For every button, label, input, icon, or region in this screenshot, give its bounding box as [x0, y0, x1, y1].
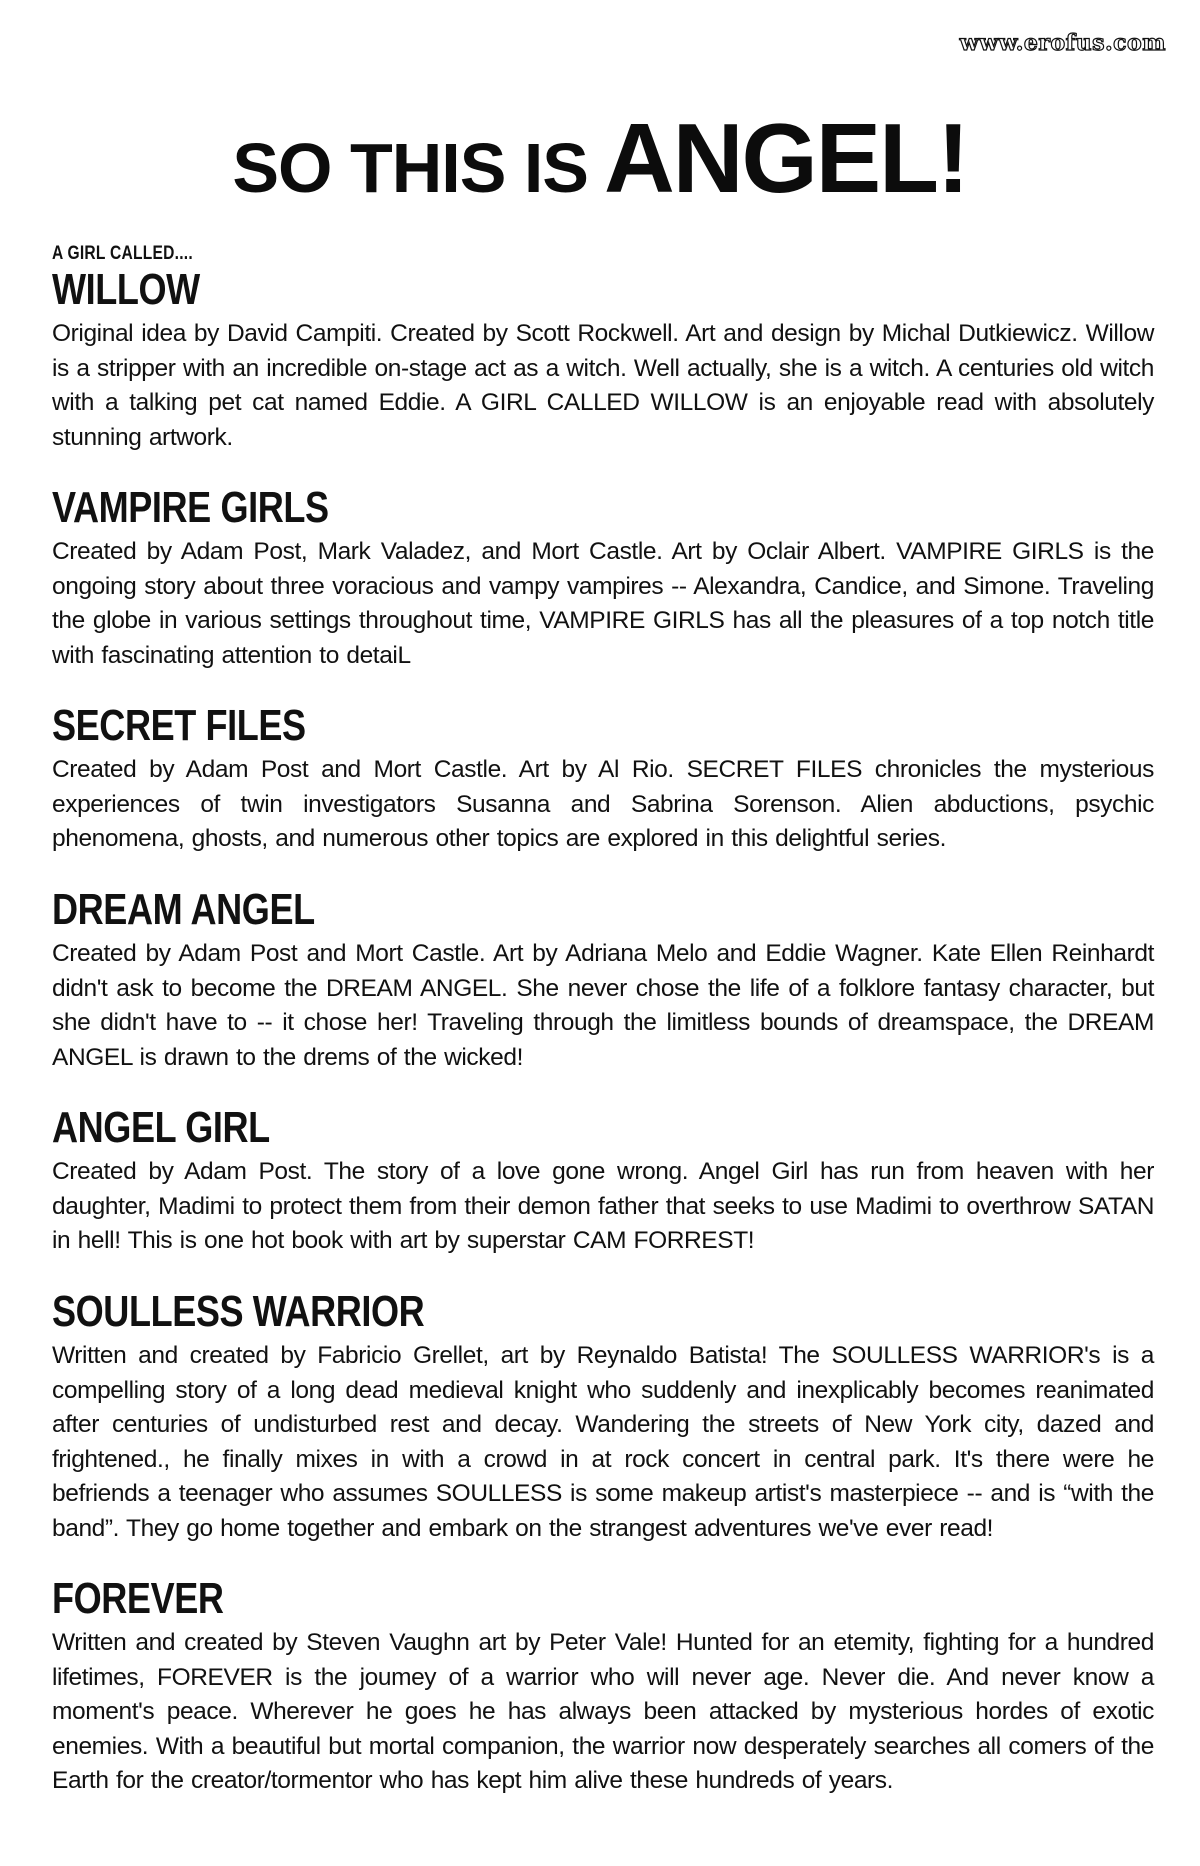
series-heading: FOREVER [52, 1574, 224, 1624]
series-entry-angel-girl [52, 1105, 1154, 1259]
series-description: Created by Adam Post, Mark Valadez, and Mort Castle. Art by Oclair Albert. VAMPIRE GIRLS is the ongoing story about three voracious and vampy vampires -- Alexandra, Candice, and Simone. Traveling the globe in various settings throughout time, VAMPIRE GIRLS has all the pleasures of a top notch title with fascinating attention to detaiL [52, 538, 1154, 669]
series-entry-vampire-girls [52, 485, 1154, 673]
series-heading: WILLOW [52, 264, 200, 314]
series-entry-dream-angel [52, 884, 1154, 1075]
series-entry-secret-files [52, 703, 1154, 857]
series-entry-forever [52, 1576, 1154, 1799]
series-entry-willow [52, 244, 1154, 455]
series-heading: SECRET FILES [52, 701, 306, 751]
series-description: Original idea by David Campiti. Created by Scott Rockwell. Art and design by Michal Dutkiewicz. Willow is a stripper with an incredible on-stage act as a witch. Well actually, she is a witch. A centuries old witch with a talking pet cat named Eddie. A GIRL CALLED WILLOW is an enjoyable read with absolutely stunning artwork. [52, 320, 1154, 451]
series-heading: ANGEL GIRL [52, 1103, 270, 1153]
series-list [52, 244, 1154, 1799]
series-description: Created by Adam Post and Mort Castle. Art by Al Rio. SECRET FILES chronicles the mysterious experiences of twin investigators Susanna and Sabrina Sorenson. Alien abductions, psychic phenomena, ghosts, and numerous other topics are explored in this delightful series. [52, 756, 1154, 853]
page-title-part-2: ANGEL! [603, 103, 968, 214]
series-description: Created by Adam Post. The story of a love gone wrong. Angel Girl has run from heaven with her daughter, Madimi to protect them from their demon father that seeks to use Madimi to overthrow SATAN in hell! This is one hot book with art by superstar CAM FORREST! [52, 1158, 1154, 1255]
series-heading: DREAM ANGEL [52, 884, 315, 934]
series-heading: VAMPIRE GIRLS [52, 483, 329, 533]
page-title-part-1: SO THIS IS [232, 129, 588, 208]
series-description: Written and created by Steven Vaughn art by Peter Vale! Hunted for an etemity, fighting for a hundred lifetimes, FOREVER is the joumey of a warrior who will never age. Never die. And never know a moment's peace. Wherever he goes he has always been attacked by mysterious hordes of exotic enemies. With a beautiful but mortal companion, the warrior now desperately searches all comers of the Earth for the creator/tormentor who has kept him alive these hundreds of years. [52, 1629, 1154, 1795]
watermark-text: www.erofus.com [959, 30, 1166, 56]
page-title [0, 103, 1200, 214]
series-description: Written and created by Fabricio Grellet, art by Reynaldo Batista! The SOULLESS WARRIOR's is a compelling story of a long dead medieval knight who suddenly and inexplicably becomes reanimated after centuries of undisturbed rest and decay. Wandering the streets of New York city, dazed and frightened., he finally mixes in with a crowd in at rock concert in central park. It's there were he befriends a teenager who assumes SOULLESS is some makeup artist's masterpiece -- and is “with the band”. They go home together and embark on the strangest adventures we've ever read! [52, 1342, 1154, 1542]
series-heading: SOULLESS WARRIOR [52, 1286, 425, 1336]
series-kicker: A GIRL CALLED.... [52, 243, 193, 264]
series-entry-soulless-warrior [52, 1286, 1154, 1546]
series-description: Created by Adam Post and Mort Castle. Art by Adriana Melo and Eddie Wagner. Kate Ellen Reinhardt didn't ask to become the DREAM ANGEL. She never chose the life of a folklore fantasy character, but she didn't have to -- it chose her! Traveling through the limitless bounds of dreamspace, the DREAM ANGEL is drawn to the drems of the wicked! [52, 940, 1154, 1071]
